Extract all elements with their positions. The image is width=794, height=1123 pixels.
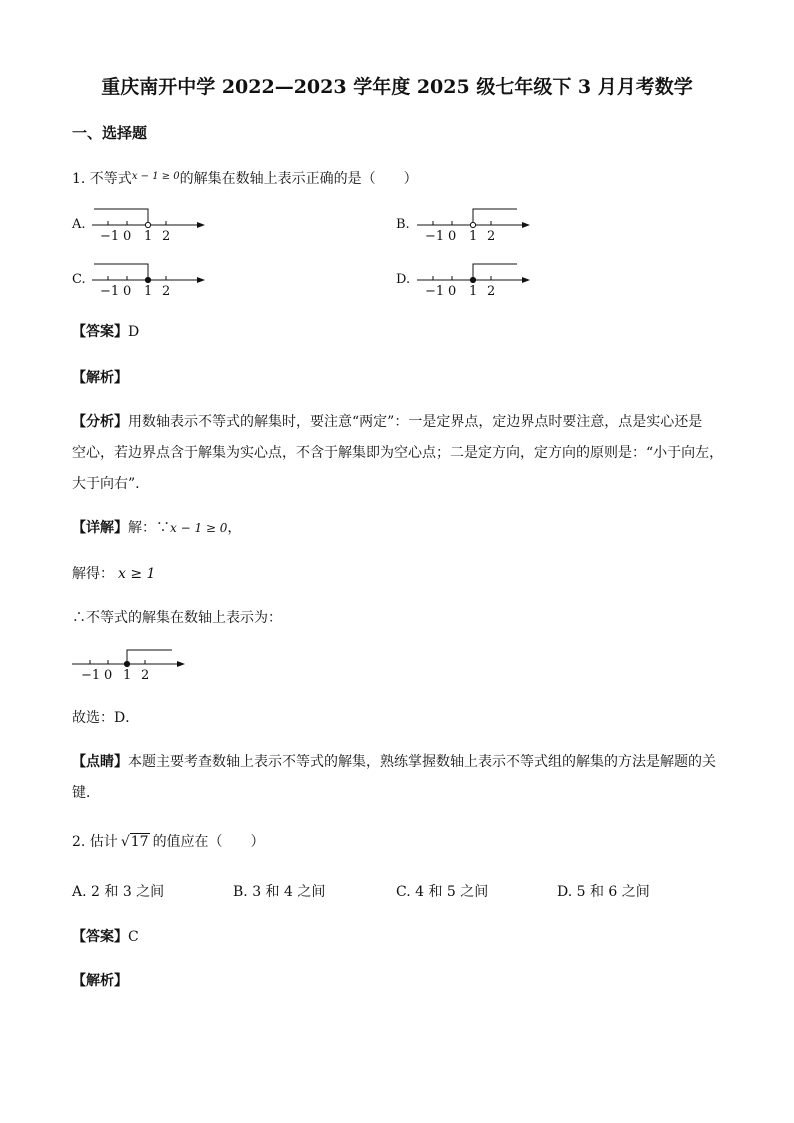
q2-radicand: 17: [130, 834, 149, 850]
jiede-text: 解得：: [72, 566, 114, 582]
q2-option-b: B. 3 和 4 之间: [233, 884, 326, 900]
section-heading: 一、选择题: [72, 124, 148, 142]
answer-value: C: [128, 929, 139, 945]
tick-1: 1: [469, 284, 478, 299]
q1-stem-before: 1. 不等式: [72, 171, 132, 187]
tick-0: 0: [104, 668, 113, 683]
jiede-math: x ≥ 1: [118, 566, 156, 582]
fenxi-text-1: 用数轴表示不等式的解集时，要注意“两定”：一是定界点，定边界点时要注意，点是实心还是: [128, 414, 703, 430]
tick-1: 1: [123, 668, 132, 683]
q1-solution-numberline: [68, 641, 193, 683]
answer-value: D: [128, 324, 140, 340]
fenxi-tag: 【分析】: [72, 414, 128, 430]
tick-neg1: −1: [100, 229, 120, 244]
tick-0: 0: [448, 229, 457, 244]
tick-neg1: −1: [425, 284, 445, 299]
q2-answer: [72, 926, 139, 946]
q1-conclusion: ∴不等式的解集在数轴上表示为：: [72, 610, 282, 626]
q2-analysis-tag: 【解析】: [72, 973, 128, 989]
q2-stem: [72, 831, 265, 851]
q2-option-a: A. 2 和 3 之间: [72, 884, 165, 900]
dianjing-text-1: 本题主要考查数轴上表示不等式的解集，熟练掌握数轴上表示不等式组的解集的方法是解题的关: [128, 754, 716, 770]
q1-option-c-label: C.: [72, 272, 86, 287]
q1-jiede: [72, 563, 155, 583]
q1-option-d-label: D.: [396, 272, 411, 287]
q1-option-a-numberline: [88, 202, 213, 244]
tick-2: 2: [162, 229, 171, 244]
q2-option-c: C. 4 和 5 之间: [396, 884, 489, 900]
tick-neg1: −1: [81, 668, 101, 683]
tick-neg1: −1: [100, 284, 120, 299]
q2-option-d: D. 5 和 6 之间: [557, 884, 650, 900]
page-title: 重庆南开中学 2022—2023 学年度 2025 级七年级下 3 月月考数学: [101, 76, 693, 98]
q2-stem-before: 2. 估计: [72, 834, 118, 850]
sqrt-symbol: √: [120, 834, 130, 850]
q1-option-b-label: B.: [396, 217, 410, 232]
answer-tag: 【答案】: [72, 929, 128, 945]
q1-fenxi-line3: 大于向右”.: [72, 476, 140, 492]
q1-dianjing-line1: [72, 751, 716, 771]
xiangjie-math: x − 1 ≥ 0: [170, 521, 228, 535]
q1-xiangjie: [72, 517, 241, 537]
q1-option-a-label: A.: [72, 217, 86, 232]
q1-choose: 故选：D．: [72, 710, 140, 726]
xiangjie-tag: 【详解】: [72, 520, 128, 536]
q1-fenxi-line2: 空心，若边界点含于解集为实心点，不含于解集即为空心点；二是定方向，定方向的原则是：“小于向左，: [72, 445, 724, 461]
xiangjie-end: ，: [227, 520, 242, 536]
q1-stem-math: x − 1 ≥ 0: [131, 171, 180, 182]
tick-0: 0: [123, 229, 132, 244]
tick-1: 1: [469, 229, 478, 244]
tick-1: 1: [144, 284, 153, 299]
dianjing-tag: 【点睛】: [72, 754, 128, 770]
xiangjie-text: 解：∵: [128, 520, 170, 536]
q1-dianjing-line2: 键．: [72, 785, 100, 801]
tick-0: 0: [448, 284, 457, 299]
q1-analysis-tag: 【解析】: [72, 370, 128, 386]
tick-2: 2: [162, 284, 171, 299]
tick-2: 2: [141, 668, 150, 683]
q1-stem-after: 的解集在数轴上表示正确的是（ ）: [179, 171, 418, 187]
tick-2: 2: [487, 229, 496, 244]
q2-stem-after: 的值应在（ ）: [152, 834, 265, 850]
tick-1: 1: [144, 229, 153, 244]
tick-2: 2: [487, 284, 496, 299]
answer-tag: 【答案】: [72, 324, 128, 340]
q1-stem: [72, 168, 418, 188]
q1-answer: [72, 321, 139, 341]
tick-0: 0: [123, 284, 132, 299]
q1-fenxi-line1: [72, 411, 702, 431]
q1-option-d-numberline: [413, 257, 538, 299]
q1-option-c-numberline: [88, 257, 213, 299]
q1-option-b-numberline: [413, 202, 538, 244]
tick-neg1: −1: [425, 229, 445, 244]
